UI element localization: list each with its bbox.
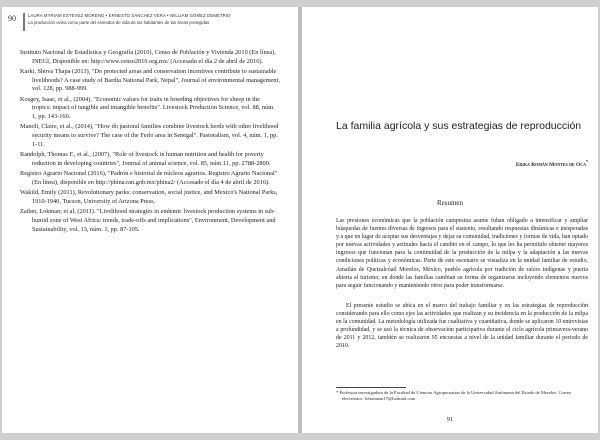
reference-item: Wakild, Emily (2011), Revolutionary parks: conservation, social justice, and Mexico's National Parks, 1910-1940, Tucson, University of Arizona Press. xyxy=(20,189,278,205)
reference-item: Zaibet, Lokman; et al, (2011). "Livelihood strategies in endemic livestock production systems in sub-humid zone of West Africa: trends, trade-offs and implications", Environment, Development and Sustainability, vol. 13, núm. 1, pp. 87-105. xyxy=(20,208,276,233)
author-name: Erika Román Montes de Oca xyxy=(515,161,586,168)
reference-item: Randolph, Thomas F., et al., (2007), "Role of livestock in human nutrition and health for poverty reduction in developing countries", Journal of animal science, vol. 85, núm.11, pp. 2788-2800. xyxy=(20,151,271,167)
right-page xyxy=(302,7,598,433)
abstract-paragraph-2: El presente estudio se ubica en el marco del trabajo familiar y en las estrategias de reproducción considerando para ello como ejes las actividades que realizan y su incidencia en la producción de la milpa en la comunidad. La metodología utilizada fue cualitativa y cuantitativa, donde se aplicaron 10 entrevistas a profundidad, y se usó la técnica de observación participativa durante el ciclo agrícola primavera-verano de 2011 y 2012, también se realizaron 95 encuestas a nivel de la unidad familiar durante el periodo de 2010. xyxy=(336,303,588,350)
abstract-heading: Resumen xyxy=(436,199,464,207)
left-page xyxy=(2,7,298,433)
page-number-left: 90 xyxy=(8,14,16,23)
running-header xyxy=(2,11,298,37)
reference-item: Registro Agrario Nacional (2016), "Padrón e historial de núcleos agrarios. Registro Agrario Nacional" (En línea), disponible en http://phina.ran.gob.mx/phina2/ (Accesado el día 4 de abril de 2016). xyxy=(20,170,278,186)
page-number-right: 91 xyxy=(446,416,454,423)
header-divider xyxy=(23,13,25,31)
footnote-rule xyxy=(336,387,406,388)
reference-list xyxy=(20,49,280,236)
reference-item: Karki, Shova Thapa (2013), "Do protected areas and conservation incentives contribute to sustainable livelihoods? A case study of Bardia National Park, Nepal", Journal of environmental management, vol. 128, pp. 988-999. xyxy=(20,68,280,93)
reference-item: Manoli, Claire, et al., (2014), "How do pastoral families combine livestock herds with other livelihood security means to survive? The case of the Ferlo area in Senegal". Pastoralism, vol. 4, núm. 1, pp. 1-11. xyxy=(20,123,279,148)
reference-item: Kosgey, Isaac, et al., (2004), "Economic values for traits in breeding objectives for sheep in the tropics: impact of tangible and intangible benefits". Livestock Production Science, vol. 88, núm. 1, pp. 143-160. xyxy=(20,95,275,121)
header-authors: LAURA MYRIAM ESTÉVEZ MORENO • ERNESTO SÁNCHEZ VERA • WILLIAM GÓMEZ DEMETRIO xyxy=(28,13,231,18)
author-footnote: * Profesora investigadora de la Facultad de Ciencias Agropecuarias de la Universidad Autónoma del Estado de Morelos. Correo electrónico: lolaroman17@hotmail.com xyxy=(336,390,572,401)
article-author xyxy=(516,159,588,168)
reference-item: Instituto Nacional de Estadística y Geografía (2010), Censo de Población y Vivienda 2010 (En línea), INEGI, Disponible en: http://www.censo2010.org.mx/ (Accesado el día 2 de abril de 2016). xyxy=(20,49,276,65)
header-subtitle: La producción ovina como parte del esmodos de vida de los habitantes de las áreas protegidas xyxy=(28,20,210,25)
abstract-paragraph-1: Las presiones económicas que la población campesina asume fuban obligado a intensificar y ampliar búsquedas de fuentes diversas de ingresos para el sustento, resultando respuestas dinámicas e inesperadas y a que en lugar de aceptar sus desventajas y dejar su comunidad, tradiciones y formas de vida, han optado por nuevas actividades y actitudes hacia el cambio en el campo, lo que les ha permitido obtener mayores ingresos que funcionan para la continuidad de la producción de la milpa y la adaptación a las nuevas condiciones políticas y económicas. Parte de este escenario se visualiza en la unidad familiar de estudio, Amatlán de Quetzalcóatl Morelos, México, pueblo agrícola por tradición de raíces indígenas y puerta abierta al turismo; en donde las familias cambian su forma de organizarse incluyendo elementos nuevos para seguir funcionando y manteniendo otros para poder transformarse. xyxy=(336,218,588,289)
author-footnote-mark: * xyxy=(586,159,588,164)
article-title: La familia agrícola y sus estrategias de reproducción xyxy=(336,120,582,132)
